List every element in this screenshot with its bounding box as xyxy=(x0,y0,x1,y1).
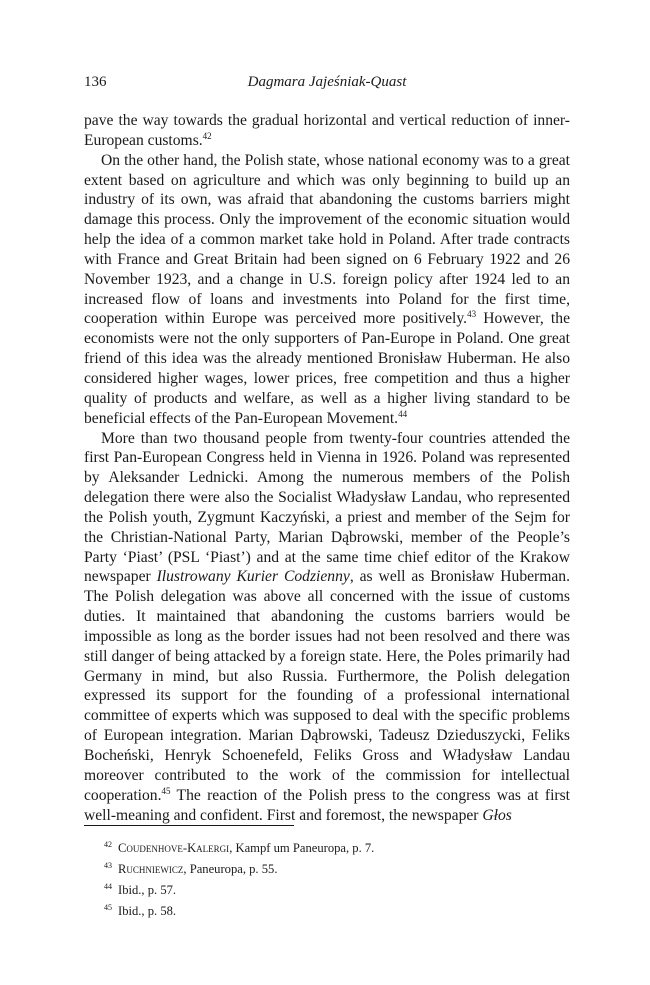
page-header xyxy=(84,74,570,94)
footnote-rule xyxy=(84,825,294,826)
author-name: Ruchniewicz xyxy=(118,862,184,876)
text-run: Ibid., p. 57. xyxy=(118,883,177,897)
paragraph xyxy=(84,151,570,429)
footnote-number: 44 xyxy=(104,882,112,891)
text-run: However, the economists were not the only supporters of Pan-Europe in Poland. One great friend of this idea was the already mentioned Bronisław Huberman. He also considered higher wages, lower prices, free competition and thus a higher quality of products and welfare, as well as a higher living standard to be beneficial effects of the Pan-European Movement. xyxy=(84,310,570,427)
footnote xyxy=(104,838,570,859)
footnote-ref: 42 xyxy=(202,130,212,141)
footnote xyxy=(104,859,570,880)
text-run: , Kampf um Paneuropa, p. 7. xyxy=(229,841,375,855)
footnote-number: 42 xyxy=(104,840,112,849)
footnote xyxy=(104,880,570,901)
paragraph xyxy=(84,111,570,151)
text-run: More than two thousand people from twenty-four countries attended the first Pan-European Congress held in Vienna in 1926. Poland was represented by Aleksander Lednicki. Among the numerous members of the Polish delegation there were also the Socialist Władysław Landau, who represented the Polish youth, Zygmunt Kaczyński, a priest and member of the Sejm for the Christian-National Party, Marian Dąbrowski, member of the People’s Party ‘Piast’ (PSL ‘Piast’) and at the same time chief editor of the Krakow newspaper xyxy=(84,429,570,586)
footnote-number: 45 xyxy=(104,903,112,912)
footnote xyxy=(104,901,570,922)
footnote-number: 43 xyxy=(104,861,112,870)
italic-title: Ilustrowany Kurier Codzienny xyxy=(156,568,350,586)
text-run: , Paneuropa, p. 55. xyxy=(183,862,278,876)
text-run: On the other hand, the Polish state, whose national economy was to a great extent based on agriculture and which was only beginning to build up an industry of its own, was afraid that abandoning the customs barriers might damage this process. Only the improvement of the economic situation would help the idea of a common market take hold in Poland. After trade contracts with France and Great Britain had been signed on 6 February 1922 and 26 November 1923, and a change in U.S. foreign policy after 1924 led to an increased flow of loans and investments into Poland for the first time, cooperation within Europe was perceived more positively. xyxy=(84,151,570,328)
footnote-ref: 43 xyxy=(467,309,477,320)
footnote-ref: 44 xyxy=(398,408,408,419)
text-run: pave the way towards the gradual horizontal and vertical reduction of inner-European customs. xyxy=(84,112,570,149)
body-text xyxy=(84,111,570,825)
paragraph xyxy=(84,429,570,826)
text-run: , as well as Bronisław Huberman. The Polish delegation was above all concerned with the issue of customs duties. It maintained that abandoning the customs barriers would be impossible as long as the border issues had not been resolved and there was still danger of being attacked by a foreign state. Here, the Poles primarily had Germany in mind, but also Russia. Furthermore, the Polish delegation expressed its support for the founding of a professional international committee of experts which was supposed to deal with the specific problems of European integration. Marian Dąbrowski, Tadeusz Dzieduszycki, Feliks Bocheński, Henryk Schoenefeld, Feliks Gross and Władysław Landau moreover contributed to the work of the commission for intellectual cooperation. xyxy=(84,568,570,804)
author-name: Coudenhove-Kalergi xyxy=(118,841,230,855)
footnotes xyxy=(104,838,570,922)
page-number: 136 xyxy=(84,74,107,90)
running-head: Dagmara Jajeśniak-Quast xyxy=(247,74,407,90)
text-run: Ibid., p. 58. xyxy=(118,904,177,918)
footnote-ref: 45 xyxy=(161,785,171,796)
italic-title: Głos xyxy=(482,806,512,824)
text-run: The reaction of the Polish press to the congress was at first well-meaning and confident. First and foremost, the newspaper xyxy=(84,786,570,824)
